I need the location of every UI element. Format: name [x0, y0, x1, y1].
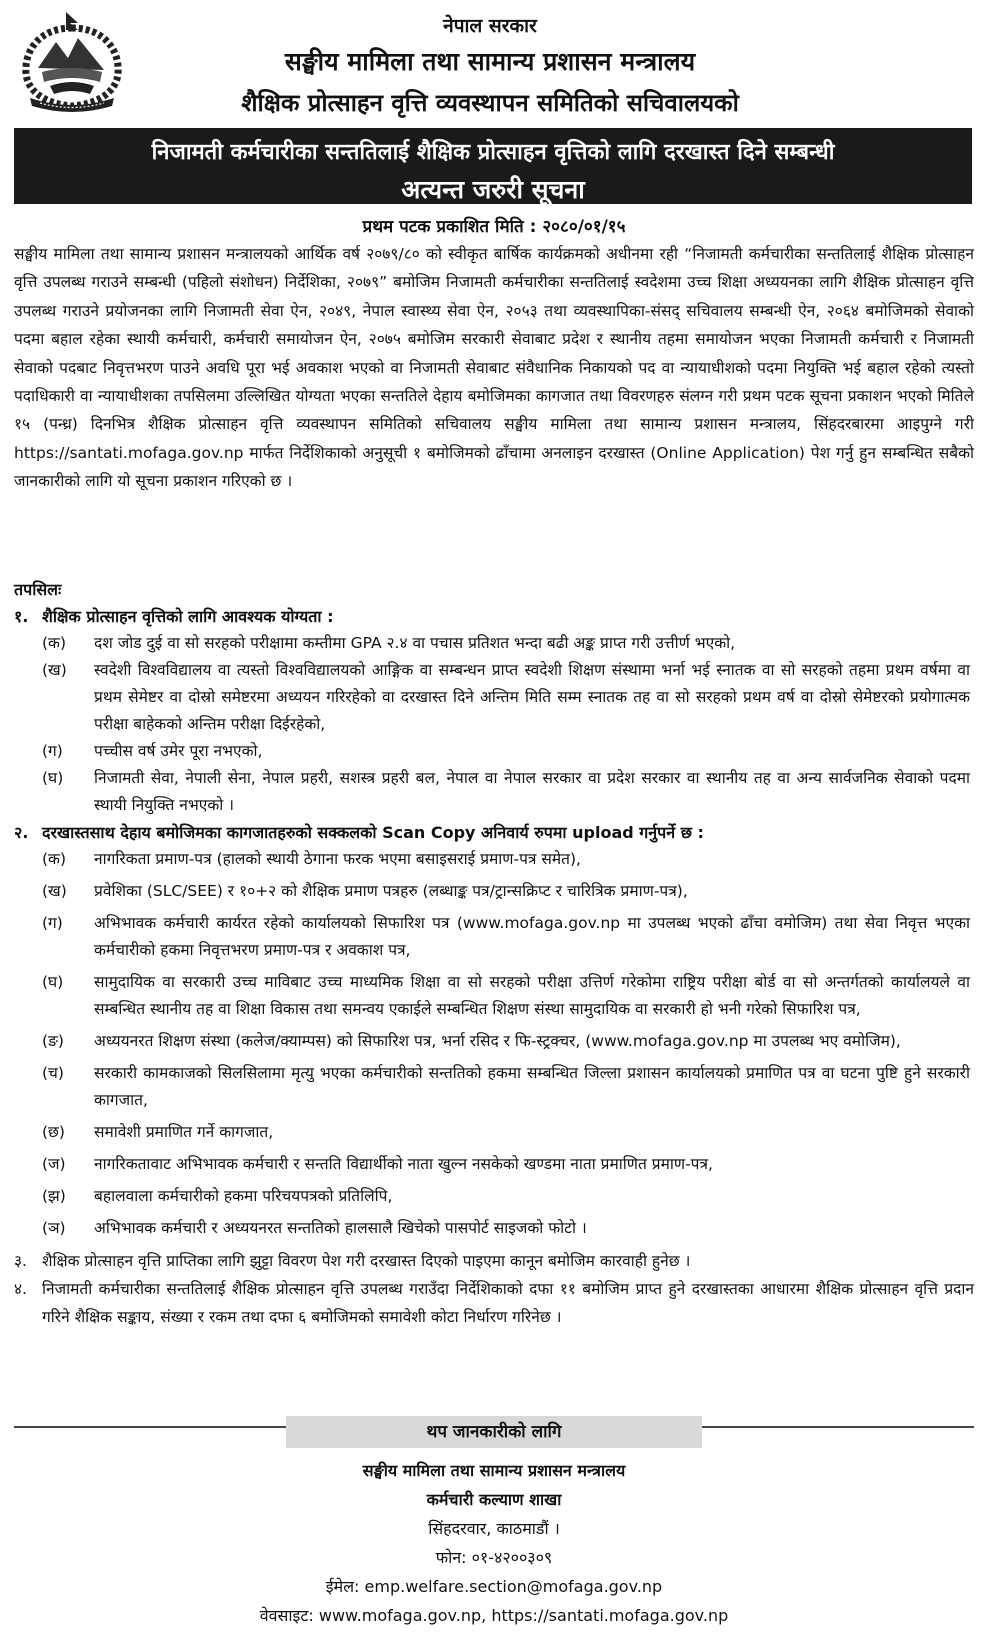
item-text: नागरिकता प्रमाण-पत्र (हालको स्थायी ठेगाना फरक भएमा बसाइसराई प्रमाण-पत्र समेत),: [94, 850, 581, 868]
list-item: [14, 1151, 974, 1178]
item-text: निजामती सेवा, नेपाली सेना, नेपाल प्रहरी, सशस्त्र प्रहरी बल, नेपाल वा नेपाल सरकार वा प्रदेश सरकार वा स्थानीय तह वा अन्य सार्वजनिक सेवाको पदमा स्थायी नियुक्ति नभएको ।: [94, 769, 970, 814]
item-marker: (क): [42, 634, 66, 652]
footer-website: वेवसाइट: www.mofaga.gov.np, https://santati.mofaga.gov.np: [259, 1606, 729, 1625]
item-marker: (ज): [42, 1155, 66, 1173]
contact-footer: [0, 1456, 988, 1630]
more-info-label: थप जानकारीको लागि: [286, 1416, 702, 1448]
list-item: [14, 1060, 974, 1114]
item-marker: (क): [42, 850, 66, 868]
emblem-graphic: [16, 8, 128, 114]
item-marker: (झ): [42, 1187, 66, 1205]
publication-date: प्रथम पटक प्रकाशित मिति : २०८०/०१/१५: [362, 217, 626, 237]
note-number: ३.: [14, 1252, 27, 1270]
item-marker: (ख): [42, 882, 67, 900]
item-text: दश जोड दुई वा सो सरहको परीक्षामा कम्तीमा GPA २.४ वा पचास प्रतिशत भन्दा बढी अङ्क प्राप्त गरी उत्तीर्ण भएको,: [94, 634, 736, 652]
footer-email: ईमेल: emp.welfare.section@mofaga.gov.np: [325, 1577, 663, 1596]
list-item: [14, 1028, 974, 1055]
footer-address: सिंहदरवार, काठमाडौं ।: [428, 1519, 560, 1538]
list-item: [14, 1183, 974, 1210]
item-marker: (ख): [42, 661, 67, 679]
list-item: [14, 969, 974, 1023]
list-item: [14, 878, 974, 905]
eligibility-list: [14, 630, 974, 819]
item-text: अभिभावक कर्मचारी र अध्ययनरत सन्ततिको हालसालै खिचेको पासपोर्ट साइजको फोटो ।: [94, 1219, 587, 1237]
item-text: सरकारी कामकाजको सिलसिलामा मृत्यु भएका कर्मचारीको सन्ततिको हकमा सम्बन्धित जिल्ला प्रशासन कार्यालयको प्रमाणित पत्र वा घटना पुष्टि हुने सरकारी कागजात,: [94, 1064, 970, 1109]
list-item: [14, 1215, 974, 1242]
note-4: [14, 1275, 974, 1331]
section-2-heading: [14, 819, 974, 846]
section-1-heading: [14, 603, 974, 630]
item-marker: (घ): [42, 973, 64, 991]
section-number: २.: [14, 823, 29, 842]
list-item: [14, 657, 974, 738]
list-item: [14, 1119, 974, 1146]
item-text: अभिभावक कर्मचारी कार्यरत रहेको कार्यालयको सिफारिश पत्र (www.mofaga.gov.np मा उपलब्ध भएको ढाँचा वमोजिम) तथा सेवा निवृत्त भएका कर्मचारीको हकमा निवृत्तभरण प्रमाण-पत्र र अवकाश पत्र,: [94, 914, 970, 959]
notice-title: निजामती कर्मचारीका सन्ततिलाई शैक्षिक प्रोत्साहन वृत्तिको लागि दरखास्त दिने सम्बन्धी: [151, 140, 835, 165]
note-number: ४.: [14, 1280, 27, 1298]
item-marker: (ग): [42, 914, 63, 932]
item-text: प्रवेशिका (SLC/SEE) र १०+२ को शैक्षिक प्रमाण पत्रहरु (लब्धाङ्क पत्र/ट्रान्सक्रिप्ट र चारित्रिक प्रमाण-पत्र),: [94, 882, 688, 900]
footer-branch: कर्मचारी कल्याण शाखा: [426, 1490, 562, 1509]
ministry-name: सङ्घीय मामिला तथा सामान्य प्रशासन मन्त्रालय: [284, 47, 696, 76]
item-marker: (ङ): [42, 1032, 64, 1050]
intro-paragraph: सङ्घीय मामिला तथा सामान्य प्रशासन मन्त्रालयको आर्थिक वर्ष २०७९/८० को स्वीकृत बार्षिक कार्यक्रमको अधीनमा रही “निजामती कर्मचारीका सन्ततिलाई शैक्षिक प्रोत्साहन वृत्ति उपलब्ध गराउने सम्बन्धी (पहिलो संशोधन) निर्देशिका, २०७९” बमोजिम निजामती कर्मचारीका सन्ततिलाई स्वदेशमा उच्च शिक्षा अध्ययनका लागि शैक्षिक प्रोत्साहन वृत्ति उपलब्ध गराउने प्रयोजनका लागि निजामती सेवा ऐन, २०४९, नेपाल स्वास्थ्य सेवा ऐन, २०५३ तथा व्यवस्थापिका-संसद् सचिवालय सम्बन्धी ऐन, २०६४ बमोजिमको सेवाको पदमा बहाल रहेका स्थायी कर्मचारी, कर्मचारी समायोजन ऐन, २०७५ बमोजिम सरकारी सेवाबाट प्रदेश र स्थानीय तहमा समायोजन भएका निजामती कर्मचारी र निजामती सेवाको पदबाट निवृत्तभरण पाउने अवधि पूरा भई अवकाश भएको वा निजामती सेवाबाट संवैधानिक निकायको पद वा न्यायाधीशको पदमा नियुक्ति भई बहाल रहेको त्यस्तो पदाधिकारी वा न्यायाधीशका तपसिलमा उल्लिखित योग्यता भएका सन्ततिले देहाय बमोजिमका कागजात तथा विवरणहरु संलग्न गरी प्रथम पटक सूचना प्रकाशन भएको मितिले १५ (पन्ध्र) दिनभित्र शैक्षिक प्रोत्साहन वृत्ति व्यवस्थापन समितिको सचिवालय सङ्घीय मामिला तथा सामान्य प्रशासन मन्त्रालय, सिंहदरबारमा आइपुग्ने गरी https://santati.mofaga.gov.np मार्फत निर्देशिकाको अनुसूची १ बमोजिमको ढाँचामा अनलाइन दरखास्त (Online Application) पेश गर्नु हुन सम्बन्धित सबैको जानकारीको लागि यो सूचना प्रकाशन गरिएको छ ।: [14, 245, 974, 491]
item-text: समावेशी प्रमाणित गर्ने कागजात,: [94, 1123, 274, 1141]
secretariat-name: शैक्षिक प्रोत्साहन वृत्ति व्यवस्थापन समितिको सचिवालयको: [241, 89, 739, 117]
item-marker: (छ): [42, 1123, 65, 1141]
list-item: [14, 738, 974, 765]
item-text: स्वदेशी विश्वविद्यालय वा त्यस्तो विश्वविद्यालयको आङ्गिक वा सम्बन्धन प्राप्त स्वदेशी शिक्षण संस्थामा भर्ना भई स्नातक वा सो सरहको तहमा प्रथम वर्षमा वा प्रथम सेमेष्टर वा दोस्रो समेष्टरमा अध्ययन गरिरहेको वा दरखास्त दिने अन्तिम मिति सम्म स्नातक तह वा सो सरहको प्रथम वर्ष वा दोस्रो सेमेष्टरको प्रयोगात्मक परीक्षा बाहेकको अन्तिम परीक्षा दिईरहेको,: [94, 661, 970, 733]
list-item: [14, 765, 974, 819]
nepal-emblem-icon: [16, 8, 128, 114]
list-item: [14, 630, 974, 657]
item-text: नागरिकतावाट अभिभावक कर्मचारी र सन्तति विद्यार्थीको नाता खुल्न नसकेको खण्डमा नाता प्रमाणित प्रमाण-पत्र,: [94, 1155, 713, 1173]
note-text: शैक्षिक प्रोत्साहन वृत्ति प्राप्तिका लागि झुट्टा विवरण पेश गरी दरखास्त दिएको पाइएमा कानून बमोजिम कारवाही हुनेछ ।: [42, 1252, 691, 1270]
item-marker: (ञ): [42, 1219, 66, 1237]
section-title: दरखास्तसाथ देहाय बमोजिमका कागजातहरुको सक्कलको Scan Copy अनिवार्य रुपमा upload गर्नुपर्ने छ :: [42, 823, 704, 842]
list-item: [14, 846, 974, 873]
footer-phone: फोन: ०१-४२००३०९: [435, 1548, 553, 1567]
note-3: [14, 1247, 974, 1275]
list-item: [14, 910, 974, 964]
item-text: अध्ययनरत शिक्षण संस्था (कलेज/क्याम्पस) को सिफारिश पत्र, भर्ना रसिद र फि-स्ट्रक्चर, (www.mofaga.gov.np मा उपलब्ध भए वमोजिम),: [94, 1032, 901, 1050]
item-text: पच्चीस वर्ष उमेर पूरा नभएको,: [94, 742, 263, 760]
government-name: नेपाल सरकार: [443, 15, 537, 37]
details-section: [14, 576, 974, 1331]
item-marker: (ग): [42, 742, 63, 760]
documents-list: [14, 846, 974, 1242]
note-text: निजामती कर्मचारीका सन्ततिलाई शैक्षिक प्रोत्साहन वृत्ति उपलब्ध गराउँदा निर्देशिकाको दफा ११ बमोजिम प्राप्त हुने दरखास्तका आधारमा शैक्षिक प्रोत्साहन वृत्ति प्रदान गरिने शैक्षिक सङ्काय, संख्या र रकम तथा दफा ६ बमोजिमको समावेशी कोटा निर्धारण गरिनेछ ।: [42, 1280, 974, 1326]
tapsil-label: तपसिलः: [14, 580, 62, 599]
item-text: बहालवाला कर्मचारीको हकमा परिचयपत्रको प्रतिलिपि,: [94, 1187, 393, 1205]
footer-ministry: सङ्घीय मामिला तथा सामान्य प्रशासन मन्त्रालय: [362, 1461, 626, 1480]
notice-urgency: अत्यन्त जरुरी सूचना: [401, 175, 585, 204]
item-marker: (घ): [42, 769, 64, 787]
item-text: सामुदायिक वा सरकारी उच्च माविबाट उच्च माध्यमिक शिक्षा वा सो सरहको परीक्षा उत्तिर्ण गरेकोमा राष्ट्रिय परीक्षा बोर्ड वा सो अन्तर्गतको कार्यालयले वा सम्बन्धित स्थानीय तह वा शिक्षा विकास तथा समन्वय एकाईले सम्बन्धित शिक्षण संस्था सामुदायिक वा सरकारी हो भनी गरेको सिफारिश पत्र,: [94, 973, 970, 1018]
section-title: शैक्षिक प्रोत्साहन वृत्तिको लागि आवश्यक योग्यता :: [42, 607, 334, 626]
item-marker: (च): [42, 1064, 64, 1082]
section-number: १.: [14, 607, 29, 626]
notice-title-banner: [14, 128, 972, 204]
